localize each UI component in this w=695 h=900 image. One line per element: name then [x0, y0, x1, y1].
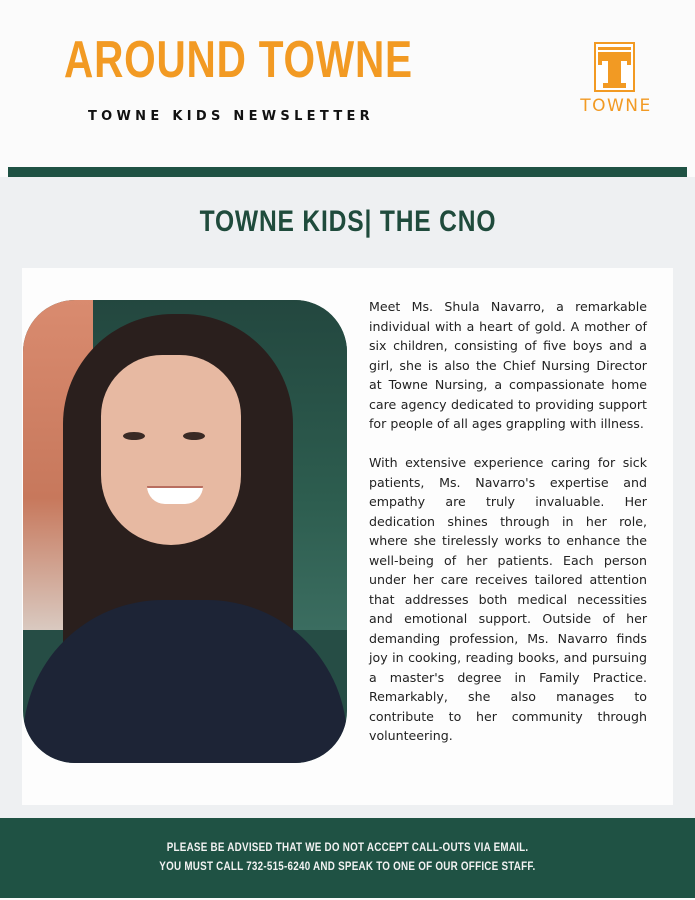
towne-logo — [568, 40, 664, 120]
section-heading-text: TOWNE KIDS| THE CNO — [199, 205, 496, 238]
towne-t-logo-icon — [594, 42, 635, 92]
newsletter-header — [0, 0, 695, 165]
t-glyph-icon — [596, 44, 633, 90]
section-heading — [0, 201, 695, 243]
newsletter-subtitle: TOWNE KIDS NEWSLETTER — [88, 109, 374, 124]
bio-paragraph: Meet Ms. Shula Navarro, a remarkable individual with a heart of gold. A mother of six children, consisting of five boys and a girl, she is also the Chief Nursing Director at Towne Nursing, a compassionate home care agency dedicated to providing support for people of all ages grappling with illness. — [369, 299, 647, 431]
header-divider-bar — [8, 167, 687, 177]
logo-wordmark: TOWNE — [580, 96, 652, 116]
footer-line-2: YOU MUST CALL 732-515-6240 AND SPEAK TO ONE OF OUR OFFICE STAFF. — [159, 859, 536, 873]
bio-paragraph: With extensive experience caring for sick patients, Ms. Navarro's expertise and empathy are truly invaluable. Her dedication shines through in her role, where she tirelessly works to enhance the well-being of her patients. Each person under her care receives tailored attention that addresses both medical necessities and emotional support. Outside of her demanding profession, Ms. Navarro finds joy in cooking, reading books, and pursuing a master's degree in Family Practice. Remarkably, she also manages to contribute to her community through volunteering. — [369, 455, 647, 743]
newsletter-title: AROUND TOWNE — [64, 31, 413, 89]
profile-photo — [23, 300, 347, 763]
footer-notice — [0, 818, 695, 898]
profile-bio — [369, 297, 647, 765]
footer-line-1: PLEASE BE ADVISED THAT WE DO NOT ACCEPT CALL-OUTS VIA EMAIL. — [166, 840, 529, 854]
